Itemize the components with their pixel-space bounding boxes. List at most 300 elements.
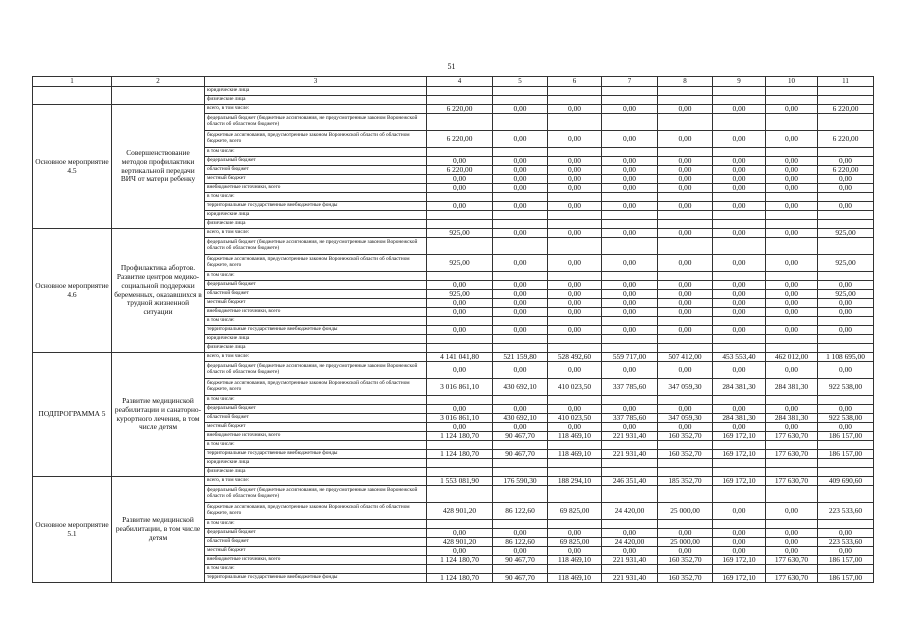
funding-source-label: физические лица xyxy=(205,96,427,105)
amount-cell: 0,00 xyxy=(602,202,658,211)
amount-cell: 169 172,10 xyxy=(713,574,766,583)
amount-cell: 90 467,70 xyxy=(493,450,548,459)
activity-description-cell: Профилактика абортов. Развитие центров медико-социальной поддержки беременных, оказавшихся в трудной жизненной ситуации xyxy=(112,229,205,353)
amount-cell: 0,00 xyxy=(602,105,658,114)
amount-cell: 0,00 xyxy=(602,326,658,335)
amount-cell: 69 825,00 xyxy=(548,503,602,520)
header-cell: 10 xyxy=(766,77,818,87)
amount-cell xyxy=(713,344,766,353)
amount-cell: 0,00 xyxy=(548,175,602,184)
amount-cell: 1 553 081,90 xyxy=(427,477,493,486)
amount-cell xyxy=(548,396,602,405)
amount-cell: 6 220,00 xyxy=(427,131,493,148)
amount-cell: 925,00 xyxy=(818,290,874,299)
amount-cell: 0,00 xyxy=(713,290,766,299)
amount-cell xyxy=(713,238,766,255)
funding-source-label: в том числе: xyxy=(205,317,427,326)
amount-cell: 90 467,70 xyxy=(493,574,548,583)
amount-cell: 186 157,00 xyxy=(818,432,874,441)
amount-cell xyxy=(548,565,602,574)
amount-cell xyxy=(766,520,818,529)
amount-cell xyxy=(766,486,818,503)
amount-cell xyxy=(713,565,766,574)
amount-cell: 453 553,40 xyxy=(713,353,766,362)
amount-cell xyxy=(493,148,548,157)
amount-cell: 0,00 xyxy=(766,308,818,317)
amount-cell: 925,00 xyxy=(427,229,493,238)
activity-name-cell: Основное мероприятие 5.1 xyxy=(33,477,112,583)
amount-cell: 0,00 xyxy=(493,166,548,175)
amount-cell: 0,00 xyxy=(713,229,766,238)
amount-cell xyxy=(766,148,818,157)
amount-cell: 0,00 xyxy=(658,175,713,184)
amount-cell: 0,00 xyxy=(658,166,713,175)
activity-name-cell xyxy=(33,87,112,105)
amount-cell xyxy=(766,211,818,220)
amount-cell: 0,00 xyxy=(818,308,874,317)
amount-cell xyxy=(658,468,713,477)
amount-cell: 922 538,00 xyxy=(818,379,874,396)
amount-cell xyxy=(818,96,874,105)
funding-source-label: физические лица xyxy=(205,344,427,353)
amount-cell: 0,00 xyxy=(713,538,766,547)
amount-cell: 6 220,00 xyxy=(427,105,493,114)
activity-name-cell: Основное мероприятие 4.5 xyxy=(33,105,112,229)
amount-cell xyxy=(548,335,602,344)
amount-cell xyxy=(658,220,713,229)
amount-cell xyxy=(548,87,602,96)
header-cell: 6 xyxy=(548,77,602,87)
amount-cell: 0,00 xyxy=(713,166,766,175)
amount-cell xyxy=(658,459,713,468)
funding-source-label: юридические лица xyxy=(205,87,427,96)
funding-source-label: физические лица xyxy=(205,468,427,477)
amount-cell: 0,00 xyxy=(713,299,766,308)
amount-cell xyxy=(713,96,766,105)
amount-cell: 118 469,10 xyxy=(548,432,602,441)
amount-cell: 0,00 xyxy=(658,326,713,335)
amount-cell: 186 157,00 xyxy=(818,450,874,459)
amount-cell: 0,00 xyxy=(548,202,602,211)
amount-cell: 0,00 xyxy=(766,547,818,556)
amount-cell: 0,00 xyxy=(766,157,818,166)
amount-cell xyxy=(818,211,874,220)
amount-cell: 0,00 xyxy=(427,202,493,211)
amount-cell xyxy=(818,565,874,574)
amount-cell: 177 630,70 xyxy=(766,477,818,486)
amount-cell xyxy=(713,486,766,503)
budget-table xyxy=(32,76,874,583)
amount-cell xyxy=(818,238,874,255)
amount-cell xyxy=(818,272,874,281)
amount-cell xyxy=(493,486,548,503)
amount-cell: 0,00 xyxy=(602,405,658,414)
amount-cell: 0,00 xyxy=(602,255,658,272)
header-cell: 8 xyxy=(658,77,713,87)
amount-cell: 0,00 xyxy=(658,255,713,272)
amount-cell: 1 124 180,70 xyxy=(427,574,493,583)
amount-cell: 0,00 xyxy=(493,547,548,556)
funding-source-label: федеральный бюджет (бюджетные ассигнования, не предусмотренные законом Воронежской области об областном бюджете) xyxy=(205,114,427,131)
amount-cell xyxy=(602,272,658,281)
amount-cell xyxy=(427,87,493,96)
amount-cell: 177 630,70 xyxy=(766,432,818,441)
amount-cell: 0,00 xyxy=(493,281,548,290)
funding-source-label: внебюджетные источники, всего xyxy=(205,308,427,317)
amount-cell xyxy=(658,344,713,353)
amount-cell: 0,00 xyxy=(493,131,548,148)
amount-cell: 6 220,00 xyxy=(818,131,874,148)
header-cell: 3 xyxy=(205,77,427,87)
amount-cell xyxy=(818,520,874,529)
amount-cell: 6 220,00 xyxy=(427,166,493,175)
amount-cell: 0,00 xyxy=(713,405,766,414)
amount-cell: 0,00 xyxy=(766,423,818,432)
funding-source-label: всего, в том числе: xyxy=(205,353,427,362)
amount-cell: 0,00 xyxy=(427,184,493,193)
amount-cell: 284 381,30 xyxy=(713,414,766,423)
amount-cell xyxy=(427,211,493,220)
amount-cell: 0,00 xyxy=(766,255,818,272)
amount-cell xyxy=(602,565,658,574)
amount-cell: 0,00 xyxy=(713,308,766,317)
funding-source-label: внебюджетные источники, всего xyxy=(205,184,427,193)
amount-cell xyxy=(602,335,658,344)
table-row xyxy=(33,105,874,114)
amount-cell xyxy=(713,87,766,96)
amount-cell: 0,00 xyxy=(548,281,602,290)
amount-cell xyxy=(602,87,658,96)
amount-cell: 428 901,20 xyxy=(427,538,493,547)
amount-cell: 0,00 xyxy=(713,175,766,184)
amount-cell xyxy=(602,114,658,131)
amount-cell: 0,00 xyxy=(548,529,602,538)
amount-cell: 0,00 xyxy=(658,229,713,238)
amount-cell: 221 931,40 xyxy=(602,432,658,441)
funding-source-label: в том числе: xyxy=(205,272,427,281)
header-cell: 11 xyxy=(818,77,874,87)
amount-cell: 177 630,70 xyxy=(766,574,818,583)
amount-cell xyxy=(427,396,493,405)
funding-source-label: в том числе: xyxy=(205,193,427,202)
amount-cell: 0,00 xyxy=(766,326,818,335)
amount-cell: 0,00 xyxy=(548,157,602,166)
amount-cell xyxy=(658,96,713,105)
funding-source-label: юридические лица xyxy=(205,211,427,220)
funding-source-label: всего, в том числе: xyxy=(205,105,427,114)
funding-source-label: в том числе: xyxy=(205,396,427,405)
amount-cell xyxy=(548,148,602,157)
amount-cell xyxy=(602,211,658,220)
amount-cell xyxy=(427,272,493,281)
amount-cell: 185 352,70 xyxy=(658,477,713,486)
amount-cell: 223 533,60 xyxy=(818,538,874,547)
amount-cell: 0,00 xyxy=(766,538,818,547)
amount-cell: 925,00 xyxy=(427,255,493,272)
amount-cell: 1 108 695,00 xyxy=(818,353,874,362)
amount-cell: 0,00 xyxy=(818,405,874,414)
amount-cell xyxy=(766,238,818,255)
amount-cell: 0,00 xyxy=(548,229,602,238)
amount-cell: 169 172,10 xyxy=(713,432,766,441)
funding-source-label: местный бюджет xyxy=(205,175,427,184)
amount-cell: 0,00 xyxy=(658,290,713,299)
amount-cell xyxy=(427,520,493,529)
amount-cell xyxy=(766,565,818,574)
funding-source-label: бюджетные ассигнования, предусмотренные законом Воронежской области об областном бюджете, всего xyxy=(205,255,427,272)
amount-cell: 0,00 xyxy=(658,105,713,114)
amount-cell: 160 352,70 xyxy=(658,574,713,583)
amount-cell: 186 157,00 xyxy=(818,574,874,583)
amount-cell: 0,00 xyxy=(658,131,713,148)
amount-cell: 0,00 xyxy=(713,326,766,335)
amount-cell xyxy=(493,220,548,229)
amount-cell: 0,00 xyxy=(493,299,548,308)
amount-cell xyxy=(493,87,548,96)
activity-description-cell: Развитие медицинской реабилитации, в том числе детям xyxy=(112,477,205,583)
amount-cell: 0,00 xyxy=(548,166,602,175)
amount-cell: 284 381,30 xyxy=(713,379,766,396)
amount-cell xyxy=(602,344,658,353)
amount-cell: 118 469,10 xyxy=(548,574,602,583)
amount-cell xyxy=(766,459,818,468)
amount-cell: 0,00 xyxy=(548,547,602,556)
amount-cell: 0,00 xyxy=(766,290,818,299)
amount-cell: 0,00 xyxy=(818,547,874,556)
amount-cell xyxy=(427,468,493,477)
amount-cell: 0,00 xyxy=(818,175,874,184)
amount-cell xyxy=(658,193,713,202)
amount-cell: 347 059,30 xyxy=(658,379,713,396)
amount-cell xyxy=(766,335,818,344)
amount-cell: 118 469,10 xyxy=(548,450,602,459)
amount-cell xyxy=(766,317,818,326)
amount-cell: 284 381,30 xyxy=(766,379,818,396)
activity-name-cell: Основное мероприятие 4.6 xyxy=(33,229,112,353)
amount-cell: 0,00 xyxy=(602,184,658,193)
amount-cell xyxy=(493,459,548,468)
amount-cell: 177 630,70 xyxy=(766,450,818,459)
amount-cell xyxy=(493,193,548,202)
amount-cell xyxy=(658,335,713,344)
header-cell: 2 xyxy=(112,77,205,87)
amount-cell: 0,00 xyxy=(602,281,658,290)
amount-cell xyxy=(427,344,493,353)
amount-cell: 0,00 xyxy=(658,547,713,556)
amount-cell: 0,00 xyxy=(713,131,766,148)
amount-cell: 0,00 xyxy=(818,281,874,290)
amount-cell: 0,00 xyxy=(766,299,818,308)
amount-cell: 0,00 xyxy=(766,529,818,538)
amount-cell: 86 122,60 xyxy=(493,503,548,520)
amount-cell: 169 172,10 xyxy=(713,450,766,459)
activity-description-cell xyxy=(112,87,205,105)
header-cell: 5 xyxy=(493,77,548,87)
funding-source-label: в том числе: xyxy=(205,148,427,157)
amount-cell xyxy=(713,468,766,477)
amount-cell: 0,00 xyxy=(602,229,658,238)
amount-cell: 0,00 xyxy=(602,175,658,184)
amount-cell xyxy=(427,317,493,326)
amount-cell xyxy=(818,220,874,229)
funding-source-label: областной бюджет xyxy=(205,166,427,175)
amount-cell: 0,00 xyxy=(602,362,658,379)
amount-cell: 90 467,70 xyxy=(493,556,548,565)
amount-cell: 0,00 xyxy=(713,157,766,166)
amount-cell xyxy=(548,520,602,529)
amount-cell xyxy=(766,193,818,202)
amount-cell xyxy=(427,486,493,503)
amount-cell: 0,00 xyxy=(658,157,713,166)
amount-cell: 1 124 180,70 xyxy=(427,450,493,459)
amount-cell: 0,00 xyxy=(548,405,602,414)
amount-cell: 0,00 xyxy=(658,405,713,414)
amount-cell xyxy=(658,486,713,503)
funding-source-label: территориальные государственные внебюджетные фонды xyxy=(205,202,427,211)
amount-cell xyxy=(766,220,818,229)
amount-cell: 0,00 xyxy=(548,423,602,432)
funding-source-label: территориальные государственные внебюджетные фонды xyxy=(205,450,427,459)
amount-cell xyxy=(818,486,874,503)
amount-cell xyxy=(548,114,602,131)
amount-cell xyxy=(713,317,766,326)
amount-cell: 0,00 xyxy=(818,157,874,166)
amount-cell: 90 467,70 xyxy=(493,432,548,441)
amount-cell xyxy=(548,344,602,353)
amount-cell: 925,00 xyxy=(818,255,874,272)
table-row xyxy=(33,353,874,362)
amount-cell: 0,00 xyxy=(602,423,658,432)
amount-cell: 3 016 861,10 xyxy=(427,414,493,423)
amount-cell: 0,00 xyxy=(713,202,766,211)
amount-cell xyxy=(493,211,548,220)
amount-cell: 0,00 xyxy=(602,308,658,317)
amount-cell xyxy=(548,468,602,477)
funding-source-label: всего, в том числе: xyxy=(205,477,427,486)
amount-cell: 337 785,60 xyxy=(602,379,658,396)
amount-cell: 410 023,50 xyxy=(548,414,602,423)
amount-cell: 176 590,30 xyxy=(493,477,548,486)
amount-cell xyxy=(427,441,493,450)
amount-cell xyxy=(713,148,766,157)
amount-cell: 0,00 xyxy=(713,281,766,290)
amount-cell xyxy=(713,114,766,131)
amount-cell xyxy=(493,468,548,477)
amount-cell xyxy=(493,335,548,344)
amount-cell: 6 220,00 xyxy=(818,105,874,114)
amount-cell xyxy=(766,87,818,96)
amount-cell: 0,00 xyxy=(493,157,548,166)
amount-cell: 0,00 xyxy=(493,529,548,538)
activity-name-cell: ПОДПРОГРАММА 5 xyxy=(33,353,112,477)
amount-cell: 0,00 xyxy=(818,362,874,379)
amount-cell xyxy=(658,317,713,326)
funding-source-label: федеральный бюджет xyxy=(205,281,427,290)
amount-cell: 925,00 xyxy=(818,229,874,238)
amount-cell: 24 420,00 xyxy=(602,503,658,520)
amount-cell: 0,00 xyxy=(818,202,874,211)
amount-cell: 0,00 xyxy=(658,299,713,308)
amount-cell xyxy=(818,335,874,344)
amount-cell xyxy=(548,441,602,450)
amount-cell: 430 692,10 xyxy=(493,414,548,423)
amount-cell: 169 172,10 xyxy=(713,477,766,486)
amount-cell: 0,00 xyxy=(427,299,493,308)
amount-cell xyxy=(427,148,493,157)
table-row xyxy=(33,87,874,96)
activity-description-cell: Совершенствование методов профилактики вертикальной передачи ВИЧ от матери ребенку xyxy=(112,105,205,229)
amount-cell: 160 352,70 xyxy=(658,450,713,459)
amount-cell xyxy=(427,114,493,131)
funding-source-label: внебюджетные источники, всего xyxy=(205,432,427,441)
amount-cell: 118 469,10 xyxy=(548,556,602,565)
amount-cell xyxy=(602,96,658,105)
amount-cell: 521 159,80 xyxy=(493,353,548,362)
amount-cell: 246 351,40 xyxy=(602,477,658,486)
amount-cell: 0,00 xyxy=(713,529,766,538)
amount-cell xyxy=(548,211,602,220)
amount-cell xyxy=(427,193,493,202)
amount-cell xyxy=(766,441,818,450)
amount-cell xyxy=(602,520,658,529)
funding-source-label: федеральный бюджет (бюджетные ассигнования, не предусмотренные законом Воронежской области об областном бюджете) xyxy=(205,486,427,503)
funding-source-label: федеральный бюджет (бюджетные ассигнования, не предусмотренные законом Воронежской области об областном бюджете) xyxy=(205,238,427,255)
table-row xyxy=(33,229,874,238)
amount-cell: 0,00 xyxy=(713,184,766,193)
amount-cell xyxy=(427,238,493,255)
amount-cell xyxy=(658,114,713,131)
amount-cell: 0,00 xyxy=(602,166,658,175)
amount-cell xyxy=(713,220,766,229)
amount-cell: 0,00 xyxy=(766,105,818,114)
amount-cell xyxy=(493,238,548,255)
amount-cell: 0,00 xyxy=(658,281,713,290)
funding-source-label: областной бюджет xyxy=(205,290,427,299)
amount-cell: 428 901,20 xyxy=(427,503,493,520)
amount-cell: 0,00 xyxy=(427,281,493,290)
amount-cell xyxy=(766,96,818,105)
amount-cell xyxy=(818,459,874,468)
amount-cell xyxy=(713,193,766,202)
amount-cell: 25 000,00 xyxy=(658,503,713,520)
amount-cell xyxy=(493,114,548,131)
amount-cell xyxy=(713,211,766,220)
amount-cell: 507 412,00 xyxy=(658,353,713,362)
amount-cell: 528 492,60 xyxy=(548,353,602,362)
amount-cell: 177 630,70 xyxy=(766,556,818,565)
amount-cell xyxy=(427,335,493,344)
amount-cell xyxy=(818,87,874,96)
amount-cell: 409 690,60 xyxy=(818,477,874,486)
amount-cell: 0,00 xyxy=(602,290,658,299)
amount-cell xyxy=(766,396,818,405)
amount-cell xyxy=(818,114,874,131)
amount-cell: 0,00 xyxy=(818,184,874,193)
funding-source-label: федеральный бюджет xyxy=(205,405,427,414)
amount-cell: 160 352,70 xyxy=(658,432,713,441)
amount-cell: 0,00 xyxy=(493,184,548,193)
funding-source-label: территориальные государственные внебюджетные фонды xyxy=(205,326,427,335)
amount-cell xyxy=(818,317,874,326)
funding-source-label: бюджетные ассигнования, предусмотренные законом Воронежской области об областном бюджете, всего xyxy=(205,131,427,148)
amount-cell xyxy=(602,148,658,157)
amount-cell xyxy=(713,520,766,529)
funding-source-label: областной бюджет xyxy=(205,414,427,423)
amount-cell xyxy=(766,468,818,477)
amount-cell: 0,00 xyxy=(427,362,493,379)
amount-cell: 169 172,10 xyxy=(713,556,766,565)
amount-cell xyxy=(658,238,713,255)
